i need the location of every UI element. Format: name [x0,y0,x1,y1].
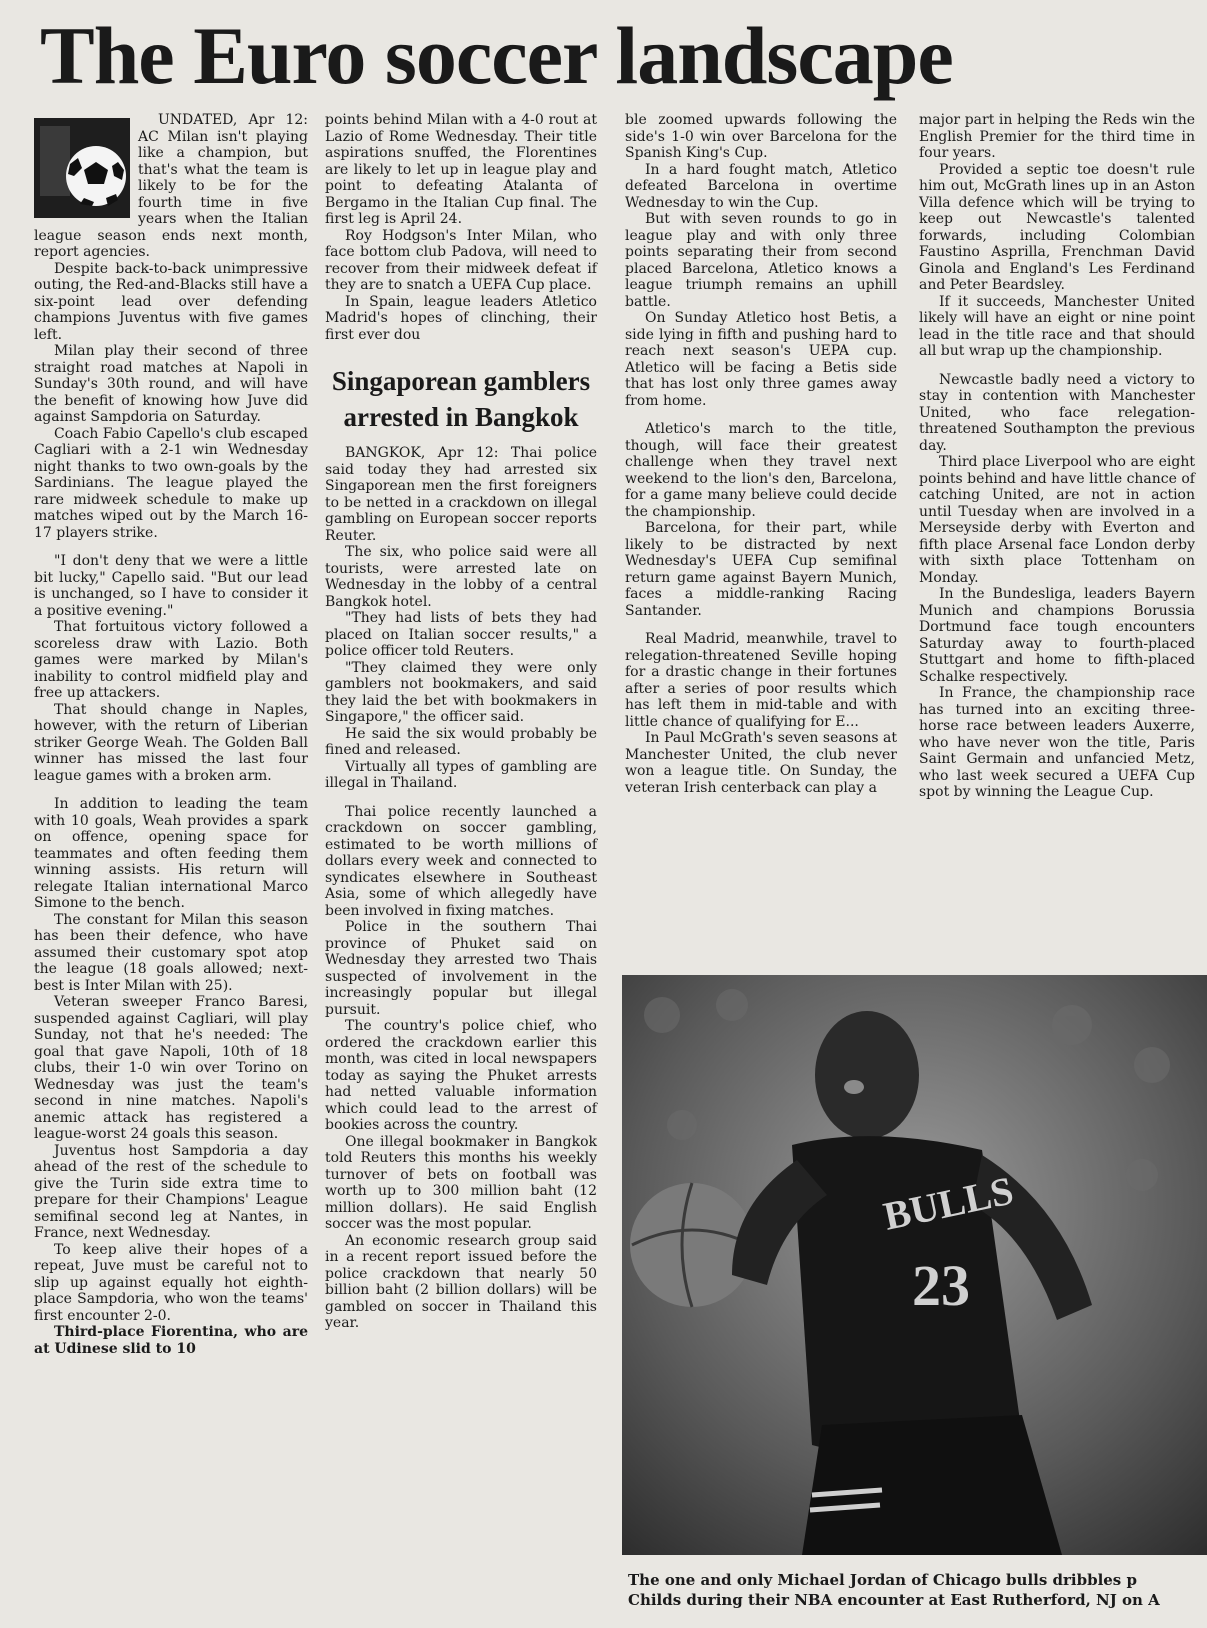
paragraph: An economic research group said in a recent report issued before the police crackdown that nearly 50 billion baht (2 billion dollars) will be gambled on soccer in Thailand this year. [325,1232,597,1331]
column-3 [625,112,897,796]
paragraph: He said the six would probably be fined and released. [325,725,597,758]
photo-caption [628,1570,1207,1610]
paragraph: That should change in Naples, however, with the return of Liberian striker George Weah. The Golden Ball winner has missed the last four league games with a broken arm. [34,701,308,784]
paragraph: In France, the championship race has turned into an exciting three-horse race between leaders Auxerre, who have never won the title, Paris Saint Germain and unfancied Metz, who last week secured a UEFA Cup spot by winning the League Cup. [919,685,1195,800]
paragraph: ble zoomed upwards following the side's 1-0 win over Barcelona for the Spanish King's Cup. [625,112,897,161]
paragraph: Veteran sweeper Franco Baresi, suspended against Cagliari, will play Sunday, not that he's needed: The goal that gave Napoli, 10th of 18 clubs, their 1-0 win over Torino on Wednesday was just the team's second in nine matches. Napoli's anemic attack has registered a league-worst 24 goals this season. [34,994,308,1142]
paragraph: In Spain, league leaders Atletico Madrid's hopes of clinching, their first ever dou [325,293,597,343]
paragraph: On Sunday Atletico host Betis, a side lying in fifth and pushing hard to reach next season's UEPA cup. Atletico will be facing a Betis side that has lost only three games away from home. [625,310,897,409]
paragraph: "I don't deny that we were a little bit lucky," Capello said. "But our lead is unchanged, so I have to consider it a positive evening." [34,553,308,619]
paragraph: Barcelona, for their part, while likely to be distracted by next Wednesday's UEFA Cup semifinal return game against Bayern Munich, faces a middle-ranking Racing Santander. [625,520,897,619]
paragraph: In Paul McGrath's seven seasons at Manchester United, the club never won a league title. On Sunday, the veteran Irish centerback can play a [625,730,897,796]
paragraph: UNDATED, Apr 12: AC Milan isn't playing like a champion, but that's what the team is likely to be for the fourth time in five years when the Italian league season ends next month, report agencies. [34,112,308,260]
paragraph: In addition to leading the team with 10 goals, Weah provides a spark on offence, opening space for teammates and often feeding them winning assists. His return will relegate Italian international Marco Simone to the bench. [34,796,308,911]
paragraph: Third place Liverpool who are eight points behind and have little chance of catching United, are not in action until Tuesday when are involved in a Merseyside derby with Everton and fifth place Arsenal face London derby with sixth place Tottenham on Monday. [919,454,1195,586]
paragraph: Despite back-to-back unimpressive outing, the Red-and-Blacks still have a six-point lead over defending champions Juventus with five games left. [34,260,308,343]
caption-line: Childs during their NBA encounter at East Rutherford, NJ on A [628,1591,1160,1609]
paragraph: To keep alive their hopes of a repeat, Juve must be careful not to slip up against equally hot eighth-place Sampdoria, who won the teams' first encounter 2-0. [34,1241,308,1324]
paragraph: But with seven rounds to go in league play and with only three points separating their from second placed Barcelona, Atletico knows a league triumph remains an uphill battle. [625,211,897,310]
paragraph: Real Madrid, meanwhile, travel to relegation-threatened Seville hoping for a drastic change in their fortunes after a series of poor results which has left them in mid-table and with little chance of qualifying for E... [625,631,897,730]
paragraph: The six, who police said were all tourists, were arrested late on Wednesday in the lobby of a central Bangkok hotel. [325,544,597,610]
paragraph: Newcastle badly need a victory to stay in contention with Manchester United, who face relegation-threatened Southampton the previous day. [919,371,1195,454]
paragraph: Milan play their second of three straight road matches at Napoli in Sunday's 30th round, and will have the benefit of knowing how Juve did against Sampdoria on Saturday. [34,343,308,425]
paragraph: Coach Fabio Capello's club escaped Cagliari with a 2-1 win Wednesday night thanks to two own-goals by the Sardinians. The league played the rare midweek schedule to make up matches wiped out by the March 16-17 players strike. [34,425,309,541]
headline: The Euro soccer landscape [40,10,953,101]
paragraph: The constant for Milan this season has been their defence, who have assumed their customary spot atop the league (18 goals allowed; next-best is Inter Milan with 25). [34,911,308,994]
caption-line: The one and only Michael Jordan of Chicago bulls dribbles p [628,1571,1137,1589]
paragraph: "They had lists of bets they had placed on Italian soccer results," a police officer told Reuters. [325,610,597,659]
paragraph: In a hard fought match, Atletico defeated Barcelona in overtime Wednesday to win the Cup. [625,161,897,211]
sub-headline: Singaporean gamblers arrested in Bangkok [331,366,591,432]
paragraph: Thai police recently launched a crackdown on soccer gambling, estimated to be worth millions of dollars every week and connected to syndicates elsewhere in Southeast Asia, some of which allegedly have been involved in fixing matches. [325,803,597,919]
basketball-photo [622,975,1207,1555]
paragraph: Virtually all types of gambling are illegal in Thailand. [325,758,597,791]
paragraph: Provided a septic toe doesn't rule him out, McGrath lines up in an Aston Villa defence which will be trying to keep out Newcastle's talented forwards, including Colombian Faustino Asprilla, Frenchman David Ginola and England's Les Ferdinand and Peter Beardsley. [919,161,1195,293]
soccer-ball-photo [34,118,130,218]
paragraph: major part in helping the Reds win the English Premier for the third time in four years. [919,112,1195,161]
paragraph: points behind Milan with a 4-0 rout at Lazio of Rome Wednesday. Their title aspirations snuffed, the Florentines are likely to let up in league play and point to defeating Atalanta of Bergamo in the Italian Cup final. The first leg is April 24. [325,112,597,227]
column-4 [919,112,1195,801]
paragraph: Roy Hodgson's Inter Milan, who face bottom club Padova, will need to recover from their midweek defeat if they are to snatch a UEFA Cup place. [325,227,597,293]
paragraph: Police in the southern Thai province of Phuket said on Wednesday they arrested two Thais suspected of involvement in the increasingly popular but illegal pursuit. [325,919,597,1018]
paragraph: That fortuitous victory followed a scoreless draw with Lazio. Both games were marked by Milan's inability to control midfield play and free up attackers. [34,619,308,701]
jersey-text: BULLS [879,1167,1018,1239]
paragraph: If it succeeds, Manchester United likely will have an eight or nine point lead in the title race and that should all but wrap up the championship. [919,293,1195,359]
jersey-number: 23 [912,1253,970,1318]
paragraph: "They claimed they were only gamblers not bookmakers, and said they laid the bet with bookmakers in Singapore," the officer said. [325,659,597,725]
column-1 [34,112,308,1357]
paragraph: In the Bundesliga, leaders Bayern Munich and champions Borussia Dortmund face tough encounters Saturday away to fourth-placed Stuttgart and home to fifth-placed Schalke respectively. [919,586,1195,685]
paragraph: BANGKOK, Apr 12: Thai police said today they had arrested six Singaporean men the first foreigners to be netted in a crackdown on illegal gambling on European soccer reports Reuter. [325,445,597,544]
paragraph: One illegal bookmaker in Bangkok told Reuters this months his weekly turnover of bets on football was worth up to 300 million baht (12 million dollars). He said English soccer was the most popular. [325,1133,597,1232]
paragraph: Juventus host Sampdoria a day ahead of the rest of the schedule to give the Turin side extra time to prepare for their Champions' League semifinal second leg at Nantes, in France, next Wednesday. [34,1142,308,1241]
paragraph: Third-place Fiorentina, who are at Udinese slid to 10 [34,1324,308,1357]
column-2 [325,112,597,1332]
paragraph: Atletico's march to the title, though, will face their greatest challenge when they travel next weekend to the lion's den, Barcelona, for a game many believe could decide the championship. [625,421,897,520]
paragraph: The country's police chief, who ordered the crackdown earlier this month, was cited in local newspapers today as saying the Phuket arrests had netted valuable information which could lead to the arrest of bookies across the country. [325,1018,597,1133]
